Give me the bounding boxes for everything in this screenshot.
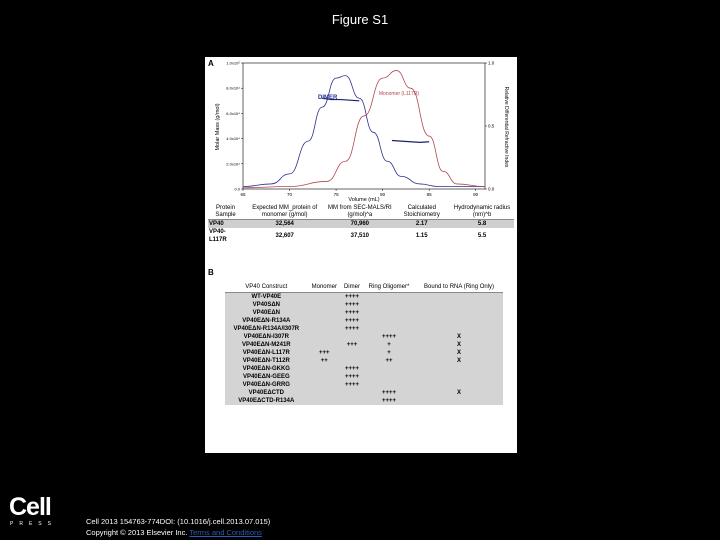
table-cell: +++ (341, 341, 363, 349)
oligomerization-table (225, 283, 503, 405)
left-axis-label: Molar Mass (g/mol) (215, 103, 221, 151)
y-tick-label: 4.0x10⁴ (226, 136, 240, 142)
stoichiometry-table (208, 205, 514, 244)
table-a-header: Expected MM_protein of monomer (g/mol) (243, 205, 326, 220)
table-cell (415, 309, 503, 317)
table-cell: VP40EΔN-I307R (225, 333, 308, 341)
table-cell (363, 381, 415, 389)
table-cell (415, 397, 503, 405)
y-tick-label: 6.0x10⁴ (226, 110, 240, 116)
table-cell: VP40EΔN (225, 309, 308, 317)
table-row (225, 341, 503, 349)
table-a-header: Protein Sample (208, 205, 243, 220)
table-cell: X (415, 341, 503, 349)
table-row (225, 309, 503, 317)
table-cell: VP40 (208, 220, 243, 229)
table-cell (308, 293, 341, 302)
table-cell: +++ (308, 349, 341, 357)
table-row (225, 293, 503, 302)
y-tick-label: 2.0x10⁴ (226, 161, 240, 167)
table-cell: ++++ (341, 301, 363, 309)
y-tick-label: 1.0x10⁵ (226, 60, 240, 66)
cell-logo: Cell (9, 493, 51, 521)
citation-text: Cell 2013 154763-774DOI: (10.1016/j.cell.2013.07.015) (86, 517, 271, 526)
table-cell: ++++ (363, 389, 415, 397)
dimer-label: DIMER (318, 95, 338, 101)
table-cell: VP40EΔN-GEEG (225, 373, 308, 381)
table-cell: VP40EΔN-GKKG (225, 365, 308, 373)
x-tick-label: 90 (473, 192, 479, 197)
table-cell (308, 381, 341, 389)
table-cell: ++++ (341, 317, 363, 325)
sec-mals-chart (205, 57, 517, 205)
table-cell: VP40EΔN-T112R (225, 357, 308, 365)
plot-frame (243, 63, 485, 189)
table-b-header: Ring Oligomer* (363, 283, 415, 293)
table-cell: ++++ (341, 325, 363, 333)
table-cell (308, 317, 341, 325)
table-cell: VP40EΔN-GRRG (225, 381, 308, 389)
monomer-label (379, 91, 420, 97)
copyright-text: Copyright © 2013 Elsevier Inc. (86, 528, 188, 537)
table-cell (363, 325, 415, 333)
table-cell: + (363, 349, 415, 357)
table-cell: VP40-L117R (209, 229, 227, 243)
figure-panel (205, 57, 517, 453)
table-cell (415, 325, 503, 333)
table-row (225, 397, 503, 405)
panel-b-letter: B (208, 268, 214, 277)
table-cell (363, 373, 415, 381)
table-cell (308, 309, 341, 317)
table-cell: 32,607 (275, 233, 294, 239)
table-cell (341, 333, 363, 341)
table-cell: VP40EΔCTD-R134A (225, 397, 308, 405)
table-cell (363, 309, 415, 317)
table-cell (363, 317, 415, 325)
table-cell: ++++ (341, 365, 363, 373)
table-cell: 5.5 (477, 233, 487, 239)
table-cell: 2.17 (393, 220, 450, 229)
monomer-trace (243, 71, 485, 188)
table-cell (308, 365, 341, 373)
y2-tick-label: 1.0 (488, 60, 495, 66)
table-cell: VP40EΔN-L117R (225, 349, 308, 357)
table-cell: X (415, 333, 503, 341)
table-cell: 32,564 (243, 220, 326, 229)
table-row (225, 349, 503, 357)
y-tick-label: 0.0 (234, 186, 240, 192)
table-b-header: Dimer (341, 283, 363, 293)
table-cell: ++++ (363, 333, 415, 341)
table-cell: 70,960 (326, 220, 393, 229)
table-cell (341, 389, 363, 397)
table-row (225, 381, 503, 389)
table-cell: VP40EΔCTD (225, 389, 308, 397)
table-row (208, 228, 514, 244)
table-row (225, 357, 503, 365)
table-cell (341, 349, 363, 357)
table-row (225, 333, 503, 341)
table-cell: ++ (363, 357, 415, 365)
table-b-header: Monomer (308, 283, 341, 293)
table-cell: ++++ (341, 309, 363, 317)
table-cell (415, 301, 503, 309)
table-cell (363, 301, 415, 309)
table-row (225, 301, 503, 309)
table-cell (363, 365, 415, 373)
table-cell (415, 365, 503, 373)
table-cell: ++++ (341, 293, 363, 302)
table-cell: ++++ (341, 373, 363, 381)
table-row (225, 317, 503, 325)
x-tick-label: 65 (240, 192, 246, 197)
x-tick-label: 80 (380, 192, 386, 197)
copyright-line (86, 527, 270, 538)
table-row (225, 325, 503, 333)
table-a-header: Hydrodynamic radius (nm)^b (450, 205, 514, 220)
table-cell (308, 397, 341, 405)
table-cell (308, 301, 341, 309)
table-row (225, 373, 503, 381)
table-cell: 1.15 (415, 233, 428, 239)
table-cell (341, 357, 363, 365)
table-row (208, 220, 514, 229)
table-cell (363, 293, 415, 302)
table-cell: ++++ (341, 381, 363, 389)
y-tick-label: 8.0x10⁴ (226, 85, 240, 91)
slide-title: Figure S1 (331, 12, 389, 27)
table-cell: VP40EΔN-M241R (225, 341, 308, 349)
table-cell (341, 397, 363, 405)
table-row (225, 365, 503, 373)
citation-block (86, 516, 270, 538)
table-cell: + (363, 341, 415, 349)
table-cell (415, 373, 503, 381)
terms-link[interactable]: Terms and Conditions (189, 528, 262, 537)
table-cell (415, 317, 503, 325)
y2-tick-label: 0.5 (488, 123, 495, 129)
monomer-molar-mass-segment (392, 140, 429, 142)
table-row (225, 389, 503, 397)
x-tick-label: 75 (333, 192, 339, 197)
panel-a-letter: A (208, 59, 214, 68)
table-cell: VP40EΔN-R134A/I307R (225, 325, 308, 333)
table-cell: 5.8 (450, 220, 514, 229)
table-b-header: VP40 Construct (225, 283, 308, 293)
table-cell (308, 389, 341, 397)
press-wordmark: PRESS (10, 521, 57, 527)
table-a-header: Calculated Stoichiometry (393, 205, 450, 220)
table-cell: VP40EΔN-R134A (225, 317, 308, 325)
dimer-trace (243, 76, 485, 187)
table-cell (415, 381, 503, 389)
table-cell (415, 293, 503, 302)
table-cell: 37,510 (350, 233, 370, 239)
right-axis-label: Relative Differential Refractive Index (503, 86, 509, 168)
monomer-label-text: Monomer (L117R) (378, 91, 420, 97)
x-tick-label: 70 (287, 192, 293, 197)
table-cell (308, 333, 341, 341)
table-cell (308, 341, 341, 349)
table-cell: ++ (308, 357, 341, 365)
table-cell: X (415, 389, 503, 397)
table-b-header: Bound to RNA (Ring Only) (415, 283, 503, 293)
table-cell: VP40SΔN (225, 301, 308, 309)
table-cell: X (415, 349, 503, 357)
x-axis-label: Volume (mL) (348, 197, 380, 203)
table-cell: ++++ (363, 397, 415, 405)
table-cell (308, 325, 341, 333)
table-cell: X (415, 357, 503, 365)
y2-tick-label: 0.0 (488, 186, 495, 192)
x-tick-label: 85 (426, 192, 432, 197)
table-cell: WT-VP40E (225, 293, 308, 302)
table-a-header: MM from SEC-MALS/RI (g/mol)^a (328, 205, 392, 218)
table-cell (308, 373, 341, 381)
